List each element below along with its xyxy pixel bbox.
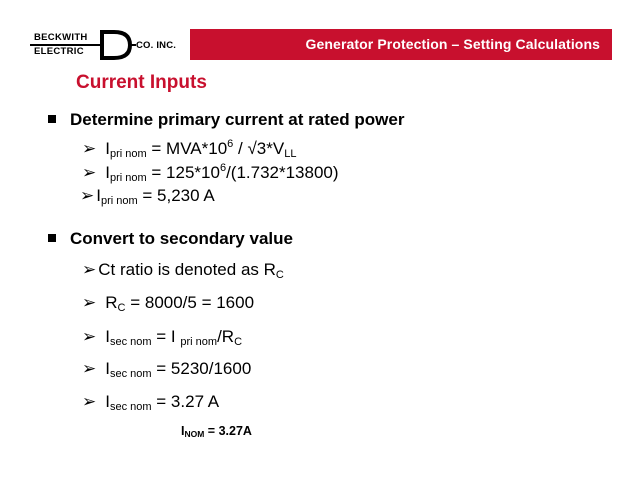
arrow-bullet-icon: ➢	[82, 293, 97, 312]
result-symbol: I	[181, 424, 185, 438]
item-text: = 8000/5 = 1600	[125, 293, 255, 312]
logo-text-beckwith: BECKWITH	[34, 32, 88, 43]
item-subscript: pri nom	[100, 195, 138, 207]
item-symbol: I	[105, 359, 110, 378]
square-bullet-icon	[48, 115, 56, 123]
item-text: /R	[217, 327, 235, 346]
item-symbol: R	[105, 293, 118, 312]
item-text: = 5230/1600	[151, 359, 252, 378]
item-superscript: 6	[219, 162, 227, 174]
section1-title	[48, 110, 404, 130]
item-subscript: sec nom	[109, 336, 152, 348]
item-text: = 5,230 A	[137, 186, 215, 205]
section2-title-text: Convert to secondary value	[70, 229, 293, 248]
item-text: / √3*V	[233, 139, 285, 158]
item-symbol: I	[105, 327, 110, 346]
result-value: = 3.27A	[204, 424, 252, 438]
item-symbol: I	[105, 139, 110, 158]
item-subscript: sec nom	[109, 368, 152, 380]
result-subscript: NOM	[184, 429, 205, 439]
section2-title	[48, 229, 293, 249]
item-subscript: pri nom	[180, 336, 218, 348]
arrow-bullet-icon: ➢	[82, 163, 97, 182]
item-symbol: I	[105, 163, 110, 182]
arrow-bullet-icon: ➢	[82, 392, 97, 411]
list-item	[82, 138, 296, 160]
item-text: = I	[151, 327, 181, 346]
arrow-bullet-icon: ➢	[82, 327, 97, 346]
slide-heading: Current Inputs	[76, 72, 207, 93]
item-text: = 3.27 A	[151, 392, 220, 411]
arrow-bullet-icon: ➢	[82, 359, 97, 378]
list-item	[82, 162, 339, 184]
company-logo	[30, 29, 190, 60]
list-item	[80, 186, 215, 207]
list-item	[82, 392, 219, 413]
section1-title-text: Determine primary current at rated power	[70, 110, 405, 129]
logo-text-co-inc: CO. INC.	[136, 40, 177, 51]
item-subscript: pri nom	[109, 172, 147, 184]
list-item	[82, 293, 254, 314]
list-item	[82, 327, 242, 348]
item-subscript: C	[234, 336, 243, 348]
item-text: = MVA*10	[146, 139, 228, 158]
item-subscript: LL	[284, 148, 297, 160]
result-inom	[181, 424, 252, 439]
item-text: Ct ratio is denoted as R	[98, 260, 276, 279]
list-item	[82, 359, 251, 380]
item-subscript: sec nom	[109, 401, 152, 413]
arrow-bullet-icon: ➢	[82, 260, 97, 279]
item-text: = 125*10	[146, 163, 220, 182]
item-text: /(1.732*13800)	[226, 163, 339, 182]
item-subscript: C	[275, 269, 284, 281]
arrow-bullet-icon: ➢	[82, 139, 97, 158]
logo-text-electric: ELECTRIC	[34, 46, 84, 57]
item-superscript: 6	[227, 138, 234, 150]
square-bullet-icon	[48, 234, 56, 242]
item-subscript: pri nom	[109, 148, 147, 160]
arrow-bullet-icon: ➢	[80, 186, 95, 205]
header-title: Generator Protection – Setting Calculations	[305, 36, 600, 52]
list-item	[82, 260, 284, 281]
item-symbol: I	[96, 186, 101, 205]
item-symbol: I	[105, 392, 110, 411]
item-subscript: C	[117, 302, 126, 314]
